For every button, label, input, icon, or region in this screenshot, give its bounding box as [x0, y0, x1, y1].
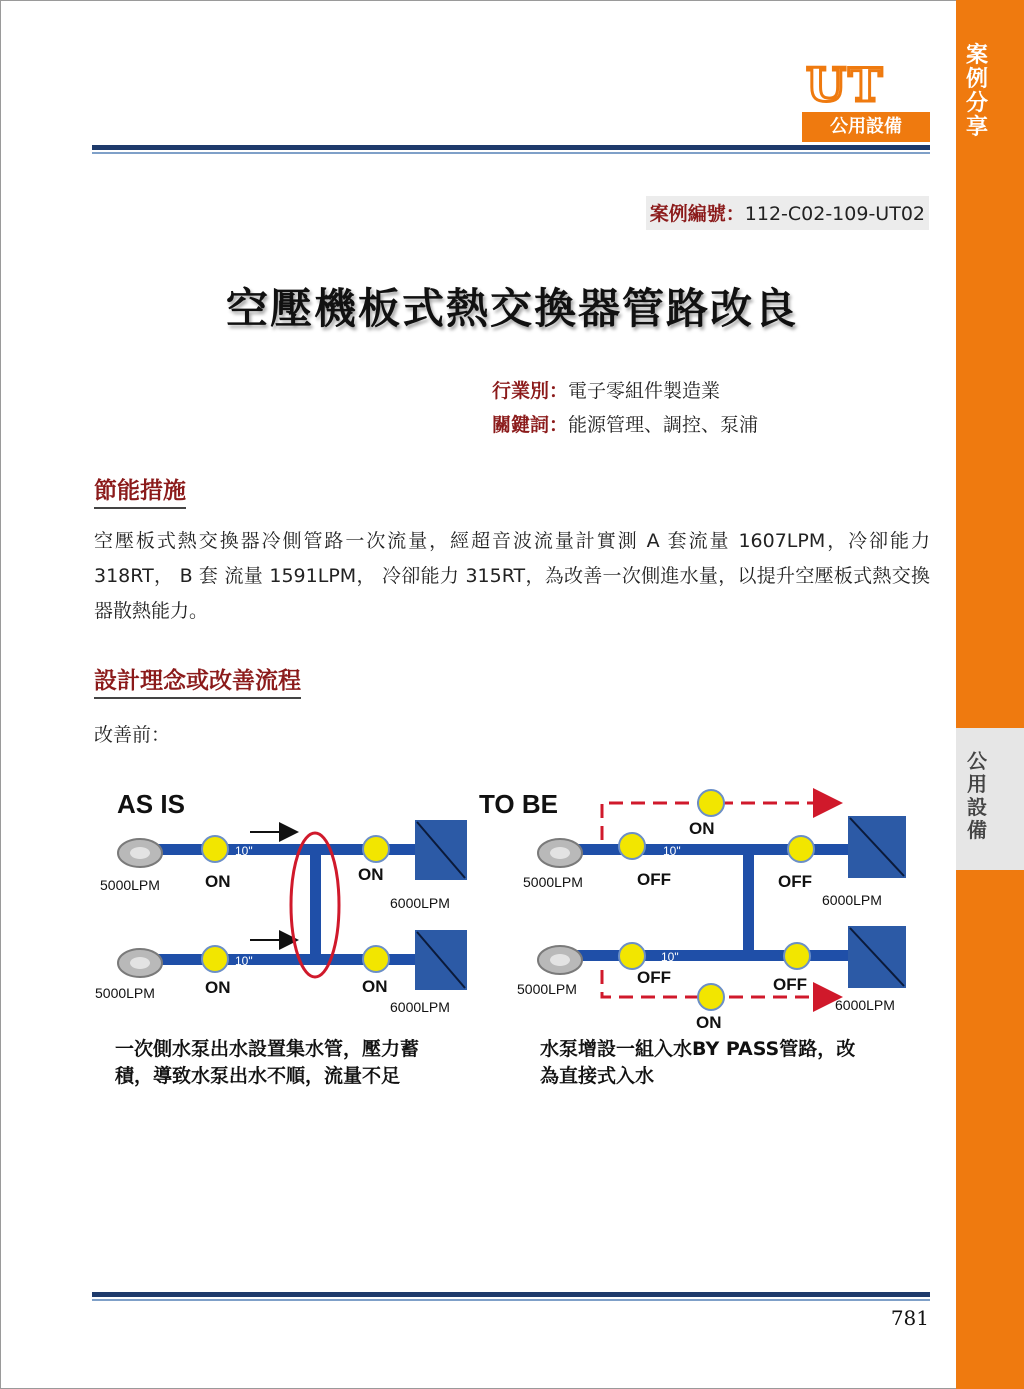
to-be-bypass-top-valve-state: ON: [689, 819, 715, 838]
to-be-bottom-left-valve-state: OFF: [637, 968, 671, 987]
to-be-caption-line1: 水泵增設一組入水BY PASS管路，改: [540, 1038, 856, 1060]
before-label: 改善前：: [94, 724, 171, 746]
to-be-bypass-bottom-valve: [698, 984, 724, 1010]
to-be-top-left-valve-state: OFF: [637, 870, 671, 889]
as-is-top-left-valve-state: ON: [205, 872, 231, 891]
as-is-top-hx-label: 6000LPM: [390, 895, 450, 911]
to-be-caption-line2: 為直接式入水: [540, 1065, 655, 1087]
section-heading-measures: 節能措施: [94, 472, 186, 509]
to-be-bottom-pipe-size: 10": [661, 950, 679, 964]
to-be-bottom-right-valve-state: OFF: [773, 975, 807, 994]
keywords-label: 關鍵詞：: [492, 414, 569, 436]
side-tab-category-label: 公用設備: [967, 749, 987, 842]
ut-logo: [802, 58, 930, 144]
case-number-label: 案例編號：: [649, 203, 745, 225]
to-be-header-pipe: [743, 844, 754, 961]
as-is-bottom-left-valve: [202, 946, 228, 972]
to-be-top-left-valve: [619, 833, 645, 859]
as-is-bottom-pipe-size: 10": [235, 954, 253, 968]
as-is-diagram: [95, 789, 467, 1087]
keywords-line: [492, 410, 758, 437]
to-be-bottom-flow-label: 5000LPM: [517, 981, 577, 997]
header-rule: [92, 145, 930, 154]
industry-value: 電子零組件製造業: [568, 380, 721, 402]
to-be-top-right-valve-state: OFF: [778, 872, 812, 891]
industry-label: 行業別：: [492, 380, 569, 402]
ut-logo-mark: UT: [806, 58, 885, 112]
ut-logo-label: 公用設備: [802, 112, 930, 142]
as-is-caption-line2: 積，導致水泵出水不順，流量不足: [115, 1065, 401, 1087]
as-is-bottom-left-valve-state: ON: [205, 978, 231, 997]
case-number-value: 112-C02-109-UT02: [744, 203, 925, 225]
piping-diagram: [95, 780, 930, 1100]
as-is-top-flow-label: 5000LPM: [100, 877, 160, 893]
page-number: 781: [890, 1306, 929, 1330]
page-title: 空壓機板式熱交換器管路改良: [225, 284, 798, 333]
to-be-top-flow-label: 5000LPM: [523, 874, 583, 890]
to-be-bottom-right-valve: [784, 943, 810, 969]
to-be-bypass-bottom-valve-state: ON: [696, 1013, 722, 1032]
as-is-bottom-right-valve-state: ON: [362, 977, 388, 996]
as-is-bottom-right-valve: [363, 946, 389, 972]
to-be-top-heat-exchanger: [848, 816, 906, 878]
industry-line: [492, 376, 720, 403]
measures-paragraph: 空壓板式熱交換器冷側管路一次流量，經超音波流量計實測 A 套流量 1607LPM，冷卻能力 318RT， B 套 流量 1591LPM， 冷卻能力 315RT，為改善一次側進水量，以提升空壓板式熱交換器散熱能力。: [94, 530, 930, 622]
as-is-title: AS IS: [117, 789, 185, 819]
section-heading-design: 設計理念或改善流程: [94, 662, 301, 699]
footer-rule: [92, 1292, 930, 1301]
to-be-bypass-top-valve: [698, 790, 724, 816]
as-is-header-pipe: [310, 844, 321, 965]
side-tab: [956, 0, 1024, 1389]
case-number: [646, 196, 929, 230]
as-is-bottom-hx-label: 6000LPM: [390, 999, 450, 1015]
to-be-diagram: [479, 789, 906, 1087]
to-be-top-pipe-size: 10": [663, 844, 681, 858]
as-is-top-left-valve: [202, 836, 228, 862]
to-be-top-hx-label: 6000LPM: [822, 892, 882, 908]
as-is-bottom-heat-exchanger: [415, 930, 467, 990]
as-is-top-right-valve-state: ON: [358, 865, 384, 884]
to-be-bottom-hx-label: 6000LPM: [835, 997, 895, 1013]
as-is-top-pipe-size: 10": [235, 844, 253, 858]
as-is-caption-line1: 一次側水泵出水設置集水管，壓力蓄: [115, 1038, 420, 1060]
as-is-top-right-valve: [363, 836, 389, 862]
to-be-bottom-pipe: [565, 950, 855, 961]
as-is-bottom-flow-label: 5000LPM: [95, 985, 155, 1001]
to-be-title: TO BE: [479, 789, 558, 819]
as-is-top-heat-exchanger: [415, 820, 467, 880]
to-be-top-right-valve: [788, 836, 814, 862]
to-be-bottom-heat-exchanger: [848, 926, 906, 988]
side-tab-label: 案例分享: [965, 43, 988, 140]
keywords-value: 能源管理、調控、泵浦: [568, 414, 759, 436]
to-be-bottom-left-valve: [619, 943, 645, 969]
